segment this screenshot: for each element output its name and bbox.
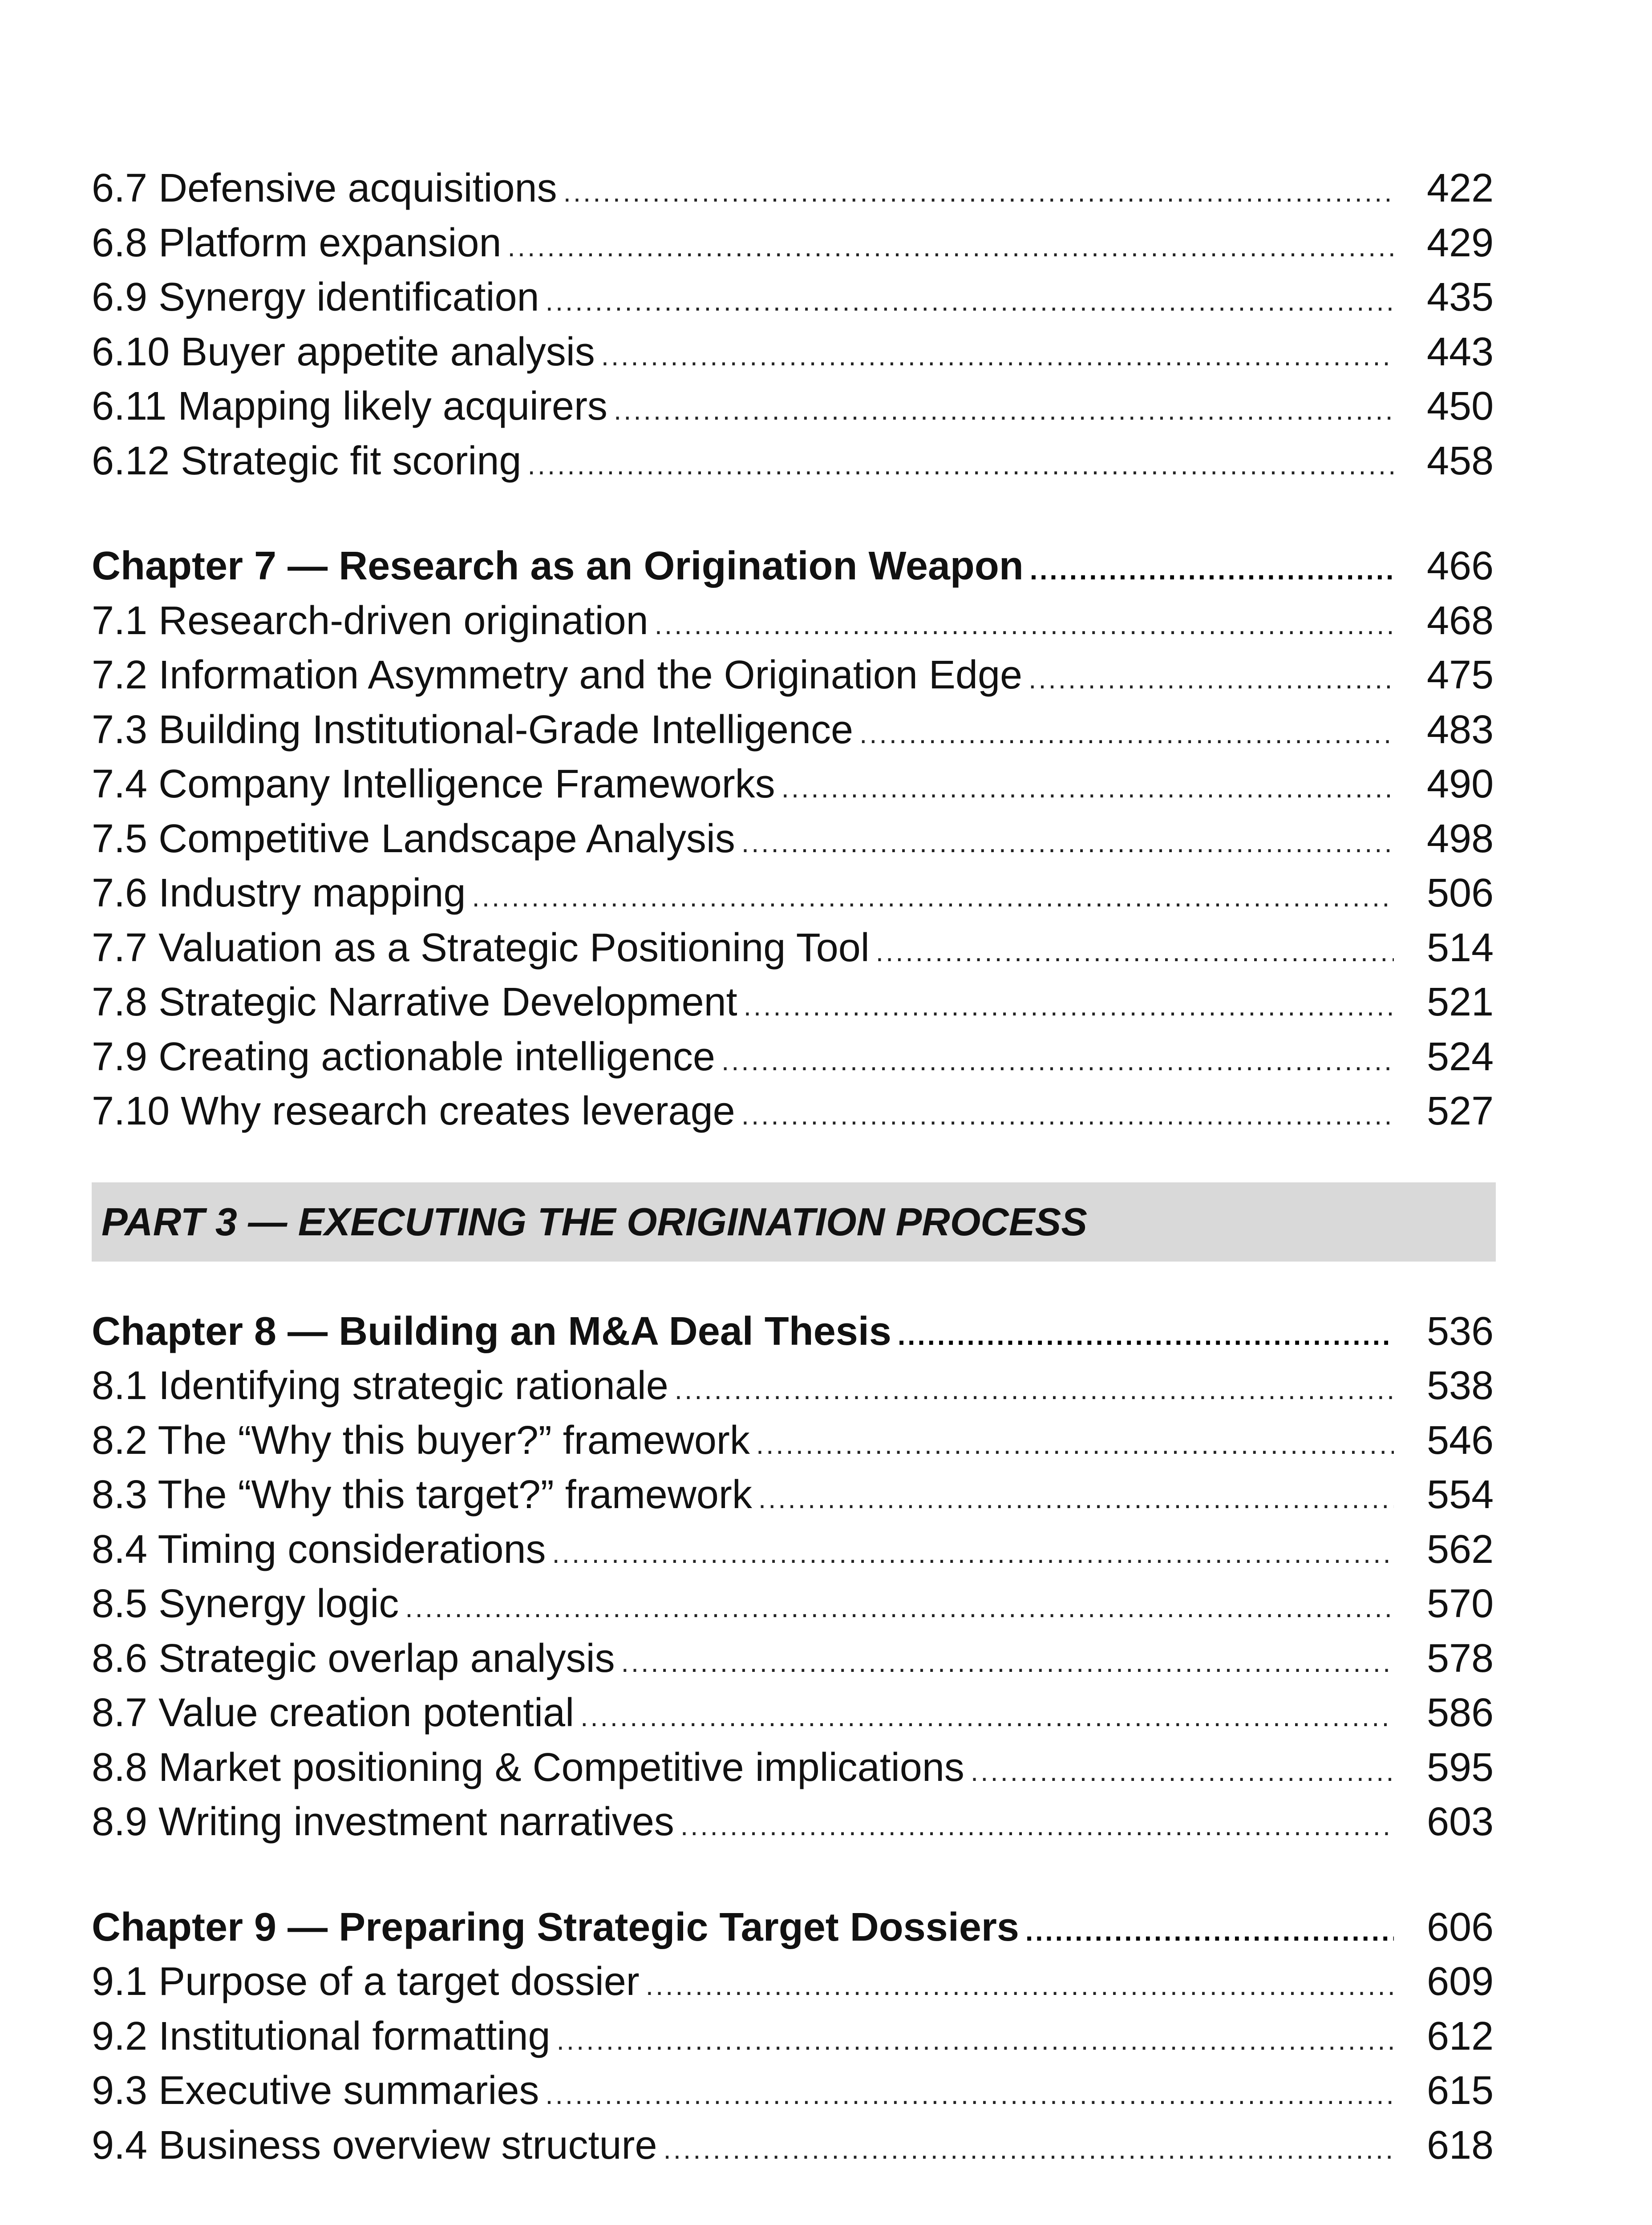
spacer	[92, 1139, 1502, 1182]
toc-entry-title: 8.1 Identifying strategic rationale	[92, 1363, 668, 1408]
toc-entry-title: 6.11 Mapping likely acquirers	[92, 384, 607, 429]
toc-entry-page: 546	[1427, 1418, 1494, 1463]
toc-entry-page: 521	[1427, 980, 1494, 1024]
toc-entry-page: 609	[1427, 1959, 1494, 2004]
toc-entry-6-12[interactable]	[92, 434, 1502, 489]
toc-entry-title: 7.7 Valuation as a Strategic Positioning Tool	[92, 925, 870, 970]
toc-entry-8-4[interactable]	[92, 1522, 1502, 1577]
toc-entry-title: 8.5 Synergy logic	[92, 1582, 399, 1626]
toc-entry-title: 8.7 Value creation potential	[92, 1691, 575, 1735]
toc-entry-page: 578	[1427, 1636, 1494, 1681]
toc-entry-9-1[interactable]	[92, 1954, 1502, 2009]
dot-leader	[1030, 543, 1394, 598]
toc-entry-page: 538	[1427, 1363, 1494, 1408]
toc-chapter-8[interactable]	[92, 1304, 1502, 1359]
dot-leader	[655, 598, 1394, 653]
toc-entry-7-7[interactable]	[92, 921, 1502, 975]
toc-entry-title: 7.1 Research-driven origination	[92, 598, 648, 643]
dot-leader	[721, 1034, 1394, 1089]
toc-entry-7-10[interactable]	[92, 1084, 1502, 1139]
dot-leader	[545, 2068, 1394, 2123]
toc-entry-7-1[interactable]	[92, 594, 1502, 648]
dot-leader	[646, 1959, 1394, 2014]
toc-entry-page: 603	[1427, 1800, 1494, 1844]
toc-entry-title: 6.12 Strategic fit scoring	[92, 438, 522, 483]
toc-entry-8-5[interactable]	[92, 1577, 1502, 1631]
toc-entry-page: 435	[1427, 275, 1494, 320]
dot-leader	[876, 925, 1394, 980]
toc-entry-page: 606	[1427, 1905, 1494, 1950]
toc-entry-7-8[interactable]	[92, 975, 1502, 1030]
toc-entry-8-7[interactable]	[92, 1686, 1502, 1740]
toc-entry-8-3[interactable]	[92, 1468, 1502, 1522]
toc-entry-page: 475	[1427, 653, 1494, 697]
toc-entry-7-3[interactable]	[92, 703, 1502, 757]
dot-leader	[601, 329, 1394, 384]
dot-leader	[758, 1472, 1394, 1527]
toc-entry-page: 443	[1427, 329, 1494, 374]
toc-entry-title: 7.8 Strategic Narrative Development	[92, 980, 737, 1024]
toc-entry-7-6[interactable]	[92, 866, 1502, 921]
spacer	[92, 488, 1502, 539]
toc-entry-page: 570	[1427, 1582, 1494, 1626]
toc-entry-page: 514	[1427, 925, 1494, 970]
toc-entry-7-4[interactable]	[92, 757, 1502, 812]
chapter-heading: Chapter 8 — Building an M&A Deal Thesis	[92, 1309, 891, 1354]
toc-entry-9-3[interactable]	[92, 2063, 1502, 2118]
toc-entry-page: 595	[1427, 1745, 1494, 1790]
dot-leader	[664, 2123, 1394, 2177]
toc-entry-title: 9.1 Purpose of a target dossier	[92, 1959, 640, 2004]
toc-entry-9-2[interactable]	[92, 2009, 1502, 2064]
toc-entry-6-8[interactable]	[92, 216, 1502, 271]
toc-entry-title: 7.3 Building Institutional-Grade Intelligence	[92, 707, 854, 752]
toc-entry-6-11[interactable]	[92, 379, 1502, 434]
dot-leader	[552, 1527, 1394, 1582]
toc-entry-8-8[interactable]	[92, 1740, 1502, 1795]
dot-leader	[527, 438, 1394, 493]
toc-entry-title: 8.8 Market positioning & Competitive implications	[92, 1745, 964, 1790]
dot-leader	[1025, 1905, 1394, 1959]
dot-leader	[744, 979, 1394, 1034]
toc-entry-page: 483	[1427, 707, 1494, 752]
part-heading-band[interactable]	[92, 1182, 1496, 1262]
toc-entry-page: 468	[1427, 598, 1494, 643]
dot-leader	[971, 1745, 1394, 1800]
spacer	[92, 1849, 1502, 1900]
toc-entry-8-2[interactable]	[92, 1413, 1502, 1468]
dot-leader	[405, 1581, 1394, 1636]
toc-entry-title: 6.7 Defensive acquisitions	[92, 166, 557, 210]
toc-entry-title: 9.3 Executive summaries	[92, 2068, 539, 2113]
toc-entry-page: 615	[1427, 2068, 1494, 2113]
dot-leader	[563, 166, 1394, 220]
toc-entry-7-9[interactable]	[92, 1030, 1502, 1084]
part-heading: PART 3 — EXECUTING THE ORIGINATION PROCESS	[101, 1199, 1087, 1244]
dot-leader	[508, 220, 1394, 275]
dot-leader	[621, 1636, 1394, 1691]
toc-entry-title: 8.4 Timing considerations	[92, 1527, 546, 1572]
dot-leader	[546, 275, 1394, 329]
toc-entry-title: 6.8 Platform expansion	[92, 220, 502, 265]
toc-entry-page: 524	[1427, 1034, 1494, 1079]
toc-entry-title: 6.10 Buyer appetite analysis	[92, 329, 595, 374]
toc-entry-title: 8.6 Strategic overlap analysis	[92, 1636, 615, 1681]
toc-entry-page: 498	[1427, 816, 1494, 861]
dot-leader	[781, 761, 1394, 816]
chapter-heading: Chapter 9 — Preparing Strategic Target Dossiers	[92, 1905, 1019, 1950]
dot-leader	[859, 707, 1394, 762]
dot-leader	[741, 1088, 1394, 1143]
dot-leader	[614, 384, 1394, 438]
dot-leader	[756, 1418, 1394, 1473]
toc-entry-page: 612	[1427, 2014, 1494, 2059]
toc-entry-7-5[interactable]	[92, 812, 1502, 866]
toc-entry-9-4[interactable]	[92, 2118, 1502, 2173]
toc-entry-6-7[interactable]	[92, 161, 1502, 216]
toc-chapter-9[interactable]	[92, 1900, 1502, 1955]
toc-entry-6-9[interactable]	[92, 270, 1502, 325]
toc-entry-title: 7.5 Competitive Landscape Analysis	[92, 816, 735, 861]
toc-entry-page: 422	[1427, 166, 1494, 210]
toc-entry-title: 8.2 The “Why this buyer?” framework	[92, 1418, 750, 1463]
toc-entry-8-6[interactable]	[92, 1631, 1502, 1686]
toc-entry-title: 9.4 Business overview structure	[92, 2123, 657, 2168]
toc-entry-page: 490	[1427, 762, 1494, 806]
toc-entry-title: 7.6 Industry mapping	[92, 871, 466, 915]
dot-leader	[741, 816, 1394, 871]
toc-entry-title: 8.9 Writing investment narratives	[92, 1800, 674, 1844]
dot-leader	[675, 1363, 1394, 1418]
toc-entry-title: 7.2 Information Asymmetry and the Origination Edge	[92, 653, 1023, 697]
toc-entry-page: 506	[1427, 871, 1494, 915]
toc-entry-title: 7.9 Creating actionable intelligence	[92, 1034, 715, 1079]
toc-entry-title: 9.2 Institutional formatting	[92, 2014, 551, 2059]
chapter-heading: Chapter 7 — Research as an Origination Weapon	[92, 544, 1024, 588]
dot-leader	[680, 1799, 1394, 1854]
toc-entry-7-2[interactable]	[92, 648, 1502, 703]
spacer	[92, 1262, 1502, 1304]
toc-entry-6-10[interactable]	[92, 325, 1502, 380]
toc-entry-page: 450	[1427, 384, 1494, 429]
toc-chapter-7[interactable]	[92, 539, 1502, 594]
dot-leader	[557, 2014, 1394, 2068]
toc-entry-page: 536	[1427, 1309, 1494, 1354]
toc-entry-page: 466	[1427, 544, 1494, 588]
toc-entry-page: 554	[1427, 1473, 1494, 1517]
toc-entry-title: 6.9 Synergy identification	[92, 275, 539, 320]
table-of-contents	[92, 161, 1502, 2172]
toc-entry-page: 458	[1427, 438, 1494, 483]
dot-leader	[472, 870, 1394, 925]
toc-entry-page: 562	[1427, 1527, 1494, 1572]
toc-entry-title: 8.3 The “Why this target?” framework	[92, 1473, 752, 1517]
toc-entry-title: 7.4 Company Intelligence Frameworks	[92, 762, 775, 806]
toc-entry-page: 429	[1427, 220, 1494, 265]
toc-entry-page: 618	[1427, 2123, 1494, 2168]
toc-entry-page: 586	[1427, 1691, 1494, 1735]
dot-leader	[898, 1309, 1394, 1363]
toc-entry-page: 527	[1427, 1089, 1494, 1133]
toc-entry-title: 7.10 Why research creates leverage	[92, 1089, 735, 1133]
toc-entry-8-1[interactable]	[92, 1359, 1502, 1413]
toc-entry-8-9[interactable]	[92, 1795, 1502, 1849]
dot-leader	[580, 1690, 1394, 1745]
dot-leader	[1028, 652, 1394, 707]
